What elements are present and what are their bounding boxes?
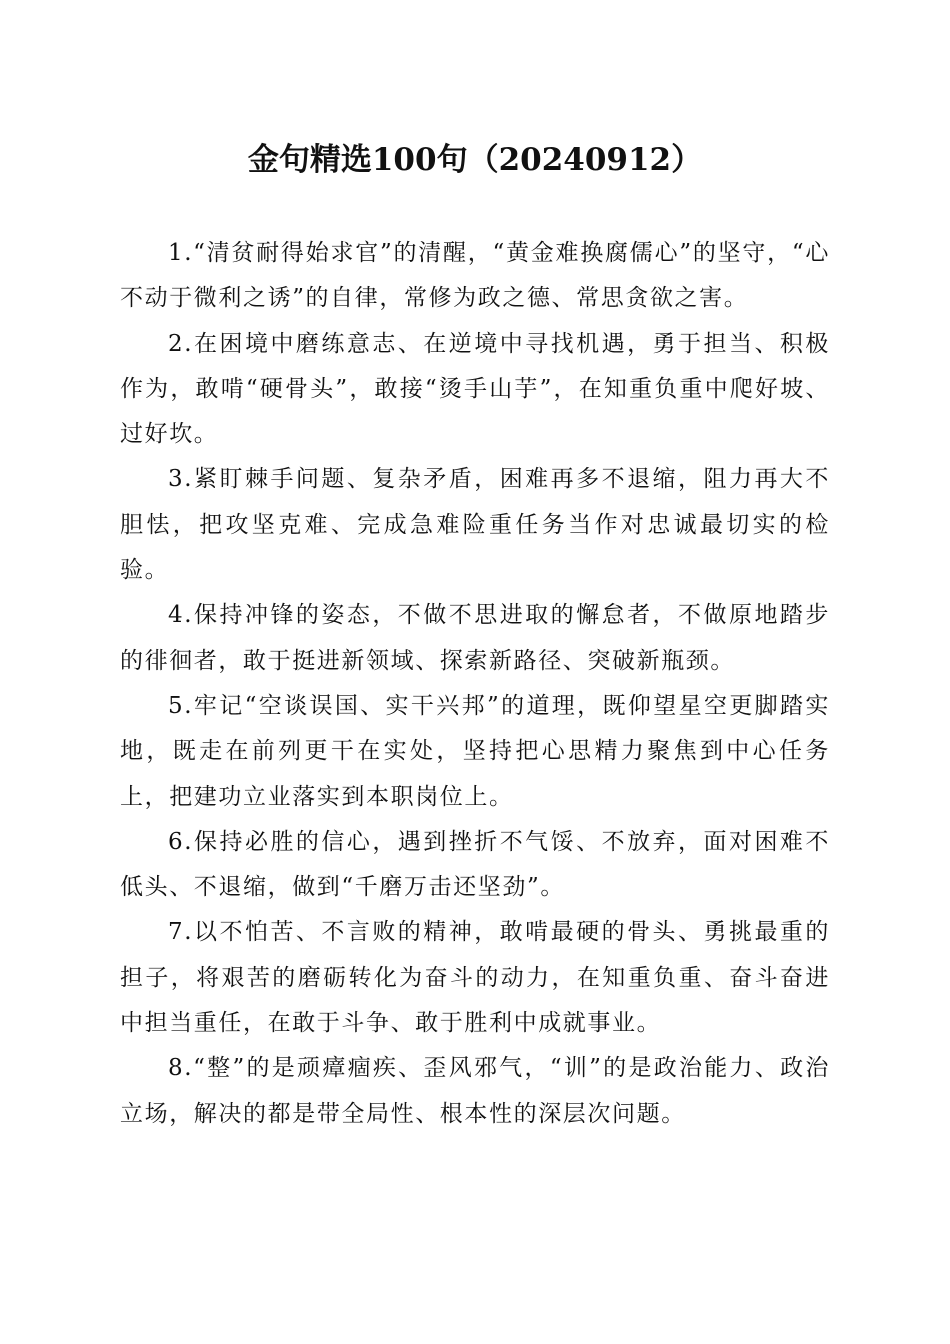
quote-paragraph-6: 6.保持必胜的信心，遇到挫折不气馁、不放弃，面对困难不低头、不退缩，做到“千磨万击还坚劲”。 xyxy=(120,828,830,901)
quote-paragraph-8: 8.“整”的是顽瘴痼疾、歪风邪气，“训”的是政治能力、政治立场，解决的都是带全局性、根本性的深层次问题。 xyxy=(120,1055,830,1127)
quote-paragraph-2: 2.在困境中磨练意志、在逆境中寻找机遇，勇于担当、积极作为，敢啃“硬骨头”，敢接“烫手山芋”，在知重负重中爬好坡、过好坎。 xyxy=(120,330,830,448)
document-title: 金句精选100句（20240912） xyxy=(247,142,703,178)
quote-paragraph-3: 3.紧盯棘手问题、复杂矛盾，困难再多不退缩，阻力再大不胆怯，把攻坚克难、完成急难险重任务当作对忠诚最切实的检验。 xyxy=(120,466,830,584)
quote-paragraph-1: 1.“清贫耐得始求官”的清醒，“黄金难换腐儒心”的坚守，“心不动于微利之诱”的自律，常修为政之德、常思贪欲之害。 xyxy=(120,240,830,312)
quote-paragraph-4: 4.保持冲锋的姿态，不做不思进取的懈怠者，不做原地踏步的徘徊者，敢于挺进新领域、探索新路径、突破新瓶颈。 xyxy=(120,602,830,674)
quote-paragraph-7: 7.以不怕苦、不言败的精神，敢啃最硬的骨头、勇挑最重的担子，将艰苦的磨砺转化为奋斗的动力，在知重负重、奋斗奋进中担当重任，在敢于斗争、敢于胜利中成就事业。 xyxy=(120,919,830,1037)
quote-paragraph-5: 5.牢记“空谈误国、实干兴邦”的道理，既仰望星空更脚踏实地，既走在前列更干在实处，坚持把心思精力聚焦到中心任务上，把建功立业落实到本职岗位上。 xyxy=(120,692,830,810)
document-body xyxy=(120,231,830,1137)
